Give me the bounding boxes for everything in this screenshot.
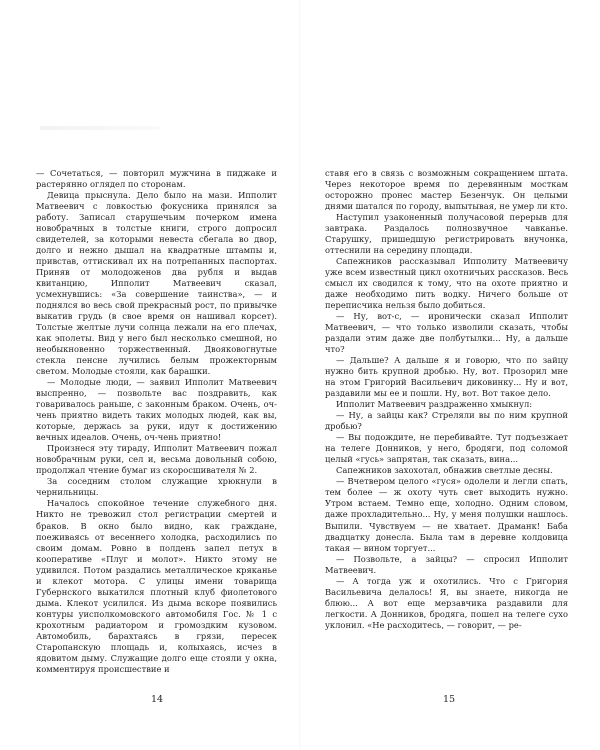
paragraph: Девица прыснула. Дело было на мази. Ипполит Матвеевич с ловкостью фокусника принялся за работу. Записал старушечьим почерком имена новобрачных в толстые книги, строго допросил свидетелей, за которыми невеста сбегала во двор, долго и нежно дышал на квадратные штампы и, привстав, оттискивал их на потрепанных паспортах. Приняв от молодоженов два рубля и выдав квитанцию, Ипполит Матвеевич сказал, усмехнувшись: «За совершение таинства», — и поднялся во весь свой прекрасный рост, по привычке выкатив грудь (в свое время он нашивал корсет). Толстые желтые лучи солнца лежали на его плечах, как эполеты. Вид у него был несколько смешной, но необыкновенно торжественный. Двояковогнутые стекла пенсне лучились белым прожекторным светом. Молодые стояли, как барашки.: [36, 190, 277, 377]
paragraph: — Молодые люди, — заявил Ипполит Матвеевич выспренно, — позвольте вас поздравить, как говаривалось раньше, с законным браком. Очень, оч-чень приятно видеть таких молодых людей, как вы, которые, держась за руки, идут к достижению вечных идеалов. Очень, оч-чень приятно!: [36, 377, 277, 443]
paragraph: — Вчетвером целого «гуся» одолели и легли спать, тем более — ж охоту чуть свет выходить нужно. Утром встаем. Темно еще, холодно. Одним словом, даже прохладительно... Ну, у меня полушки нашлось. Выпили. Чувствуем — не хватает. Драманк! Баба двадцатку донесла. Была там в деревне колдовица такая — вином торгует...: [325, 476, 568, 553]
left-page-text: [36, 168, 277, 675]
right-page: [300, 0, 600, 750]
paragraph: Произнеся эту тираду, Ипполит Матвеевич пожал новобрачным руки, сел и, весьма довольный собою, продолжал чтение бумаг из скоросшивателя № 2.: [36, 443, 277, 476]
faint-header-mark: [40, 126, 160, 130]
paragraph: Ипполит Матвеевич раздраженно хмыкнул:: [336, 399, 533, 410]
paragraph: — Сочетаться, — повторил мужчина в пиджаке и растерянно оглядел по сторонам.: [36, 168, 277, 190]
paragraph: — Дальше? А дальше я и говорю, что по зайцу нужно бить крупной дробью. Ну, вот. Прозорил мне на этом Григорий Васильевич диковинку... Ну и вот, раздавили мы ее и пошли. Ну, вот. Вот такое дело.: [325, 355, 568, 399]
paragraph: ставя его в связь с возможным сокращением штата. Через некоторое время по деревянным мосткам осторожно пронес мастер Безенчук. Он целыми днями шатался по городу, выпытывая, не умер ли кто.: [325, 168, 568, 212]
paragraph: Началось спокойное течение служебного дня. Никто не тревожил стол регистрации смертей и браков. В окно было видно, как граждане, поеживаясь от весеннего холодка, расходились по своим домам. Ровно в полдень запел петух в кооперативе «Плуг и молот». Никто этому не удивился. Потом раздались металлическое кряканье и клекот мотора. С улицы имени товарища Губернского выкатился плотный клуб фиолетового дыма. Клекот усилился. Из дыма вскоре появились контуры уисполкомовского автомобиля Гос. № 1 с крохотным радиатором и громоздким кузовом. Автомобиль, барахтаясь в грязи, пересек Старопанскую площадь и, колыхаясь, исчез в ядовитом дыму. Служащие долго еще стояли у окна, комментируя происшествие и: [36, 498, 277, 674]
paragraph: — А тогда уж и охотились. Что с Григория Васильевича делалось! Я, вы знаете, никогда не блюю... А вот еще мерзавчика раздавили для легкости. А Донников, бродяга, пошел на телеге сухо уклонил. «Не расходитесь, — говорит, — ре-: [325, 575, 568, 630]
paragraph: Сапежников захохотал, обнажив светлые десны.: [336, 465, 553, 476]
page-number: 14: [150, 694, 164, 705]
paragraph: — Позвольте, а зайцы? — спросил Ипполит Матвеевич.: [325, 553, 568, 575]
page-number: 15: [442, 694, 456, 705]
paragraph: — Ну, а зайцы как? Стреляли вы по ним крупной дробью?: [325, 410, 568, 432]
paragraph: Сапежников рассказывал Ипполиту Матвеевичу уже всем известный цикл охотничьих рассказов. Весь смысл их сводился к тому, что на охоте приятно и даже необходимо пить водку. Ничего больше от переписчика нельзя было добиться.: [325, 256, 568, 311]
paragraph: — Вы подождите, не перебивайте. Тут подъезжает на телеге Донников, у него, бродяги, под соломой целый «гусь» запрятан, так сказать, вина...: [325, 432, 568, 465]
paragraph: — Ну, вот-с, — иронически сказал Ипполит Матвеевич, — что только изволили сказать, чтобы раздали этим даже две полбутылки... Ну, а дальше что?: [325, 311, 568, 355]
paragraph: За соседним столом служащие хрюкнули в чернильницы.: [36, 476, 277, 498]
paragraph: Наступил узаконенный получасовой перерыв для завтрака. Раздалось полнозвучное чавканье. Старушку, пришедшую регистрировать внучонка, оттеснили на середину площади.: [325, 212, 568, 256]
right-page-text: [325, 168, 568, 631]
